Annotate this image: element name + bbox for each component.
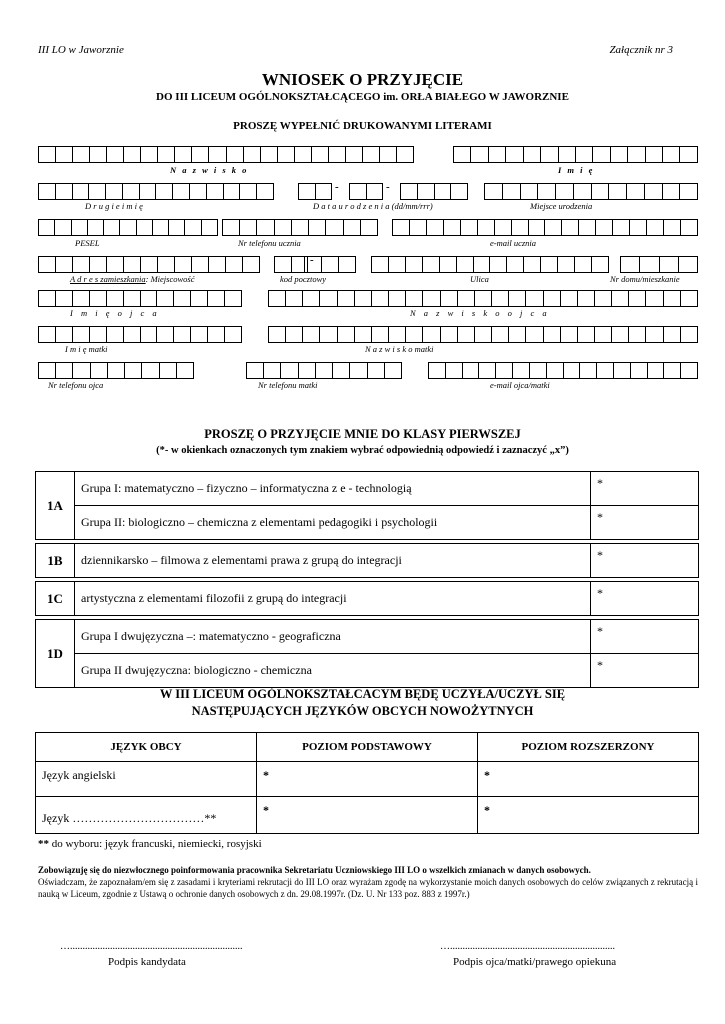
table-row [36, 582, 699, 616]
other-basic-box[interactable]: * [257, 797, 478, 834]
language-section-title-1: W III LICEUM OGÓLNOKSZTAŁCACYM BĘDĘ UCZYŁA/UCZYŁ SIĘ [159, 687, 566, 701]
dob-year-boxes[interactable] [400, 183, 468, 200]
house-number-boxes[interactable] [620, 256, 698, 273]
attachment-number: Załącznik nr 3 [609, 44, 673, 56]
declaration-bold: Zobowiązuję się do niezwłocznego poinformowania pracownika Sekretariatu Uczniowskiego III LO o wszelkich zmianach w danych osobowych. [38, 865, 591, 875]
class-code-1d: 1D [36, 620, 75, 688]
col-header-extended: POZIOM ROZSZERZONY [478, 733, 699, 762]
birthplace-boxes[interactable] [484, 183, 698, 200]
language-other: Język ……………………………** [36, 797, 257, 834]
student-email-label: e-mail ucznia [490, 238, 537, 248]
language-table [35, 732, 699, 834]
surname-boxes[interactable] [38, 146, 414, 163]
address-label: A d r e s zamieszkania: Miejscowość [70, 274, 195, 284]
table-row [36, 654, 699, 688]
postcode-b-boxes[interactable] [304, 256, 356, 273]
birthplace-label: Miejsce urodzenia [530, 201, 593, 211]
choice-box-1b[interactable]: * [591, 544, 699, 578]
father-surname-boxes[interactable] [268, 290, 698, 307]
father-name-label: I m i ę o j c a [70, 308, 160, 318]
choice-box-1c[interactable]: * [591, 582, 699, 616]
choice-box-1d-1[interactable]: * [591, 620, 699, 654]
mother-surname-boxes[interactable] [268, 326, 698, 343]
school-name: III LO w Jaworznie [38, 44, 124, 56]
declaration [38, 864, 698, 900]
secondname-label: D r u g i e i m i ę [85, 201, 143, 211]
mother-phone-label: Nr telefonu matki [258, 380, 318, 390]
class-option-1a-1: Grupa I: matematyczno – fizyczno – informatyczna z e - technologią [75, 472, 591, 506]
choice-box-1a-2[interactable]: * [591, 506, 699, 540]
parents-email-boxes[interactable] [428, 362, 698, 379]
candidate-signature-label: Podpis kandydata [108, 956, 186, 968]
father-phone-label: Nr telefonu ojca [48, 380, 104, 390]
student-phone-label: Nr telefonu ucznia [238, 238, 301, 248]
table-row [36, 472, 699, 506]
language-footnote: ** do wyboru: język francuski, niemiecki, rosyjski [38, 838, 262, 850]
surname-label: N a z w i s k o [170, 165, 249, 175]
firstname-label: I m i ę [558, 165, 595, 175]
col-header-basic: POZIOM PODSTAWOWY [257, 733, 478, 762]
class-code-1a: 1A [36, 472, 75, 540]
parent-signature-label: Podpis ojca/matki/prawego opiekuna [453, 956, 617, 968]
mother-name-label: I m i ę matki [65, 344, 108, 354]
class-option-1d-2: Grupa II dwujęzyczna: biologiczno - chemiczna [75, 654, 591, 688]
locality-boxes[interactable] [38, 256, 260, 273]
pesel-label: PESEL [75, 238, 100, 248]
class-option-1c: artystyczna z elementami filozofii z grupą do integracji [75, 582, 591, 616]
table-row [36, 762, 699, 797]
student-phone-boxes[interactable] [222, 219, 378, 236]
table-row [36, 620, 699, 654]
dob-dash-1: - [335, 181, 339, 193]
class-option-1a-2: Grupa II: biologiczno – chemiczna z elementami pedagogiki i psychologii [75, 506, 591, 540]
firstname-boxes[interactable] [453, 146, 698, 163]
mother-surname-label: N a z w i s k o matki [365, 344, 434, 354]
language-english: Język angielski [36, 762, 257, 797]
parents-email-label: e-mail ojca/matki [490, 380, 550, 390]
declaration-text: Oświadczam, że zapoznałam/em się z zasadami i kryteriami rekrutacji do III LO oraz wyrażam zgodę na wykorzystanie moich danych osobowych do celów związanych z rekrutacją i nauką w Liceum, zgodnie z Ustawą o ochronie danych osobowych z dn. 29.08.1997r. (Dz. U. Nr 133 poz. 883 z 1997r.) [38, 877, 698, 899]
form-title: WNIOSEK O PRZYJĘCIE [261, 70, 464, 89]
table-header-row [36, 733, 699, 762]
candidate-signature-line[interactable]: …..................................................................... [60, 941, 243, 952]
class-table [35, 471, 699, 688]
class-section-note: (*- w okienkach oznaczonych tym znakiem wybrać odpowiednią odpowiedź i zaznaczyć „x”) [156, 445, 569, 456]
language-section-title-2: NASTĘPUJĄCYCH JĘZYKÓW OBCYCH NOWOŻYTNYCH [191, 704, 534, 718]
parent-signature-line[interactable]: ….................................................................. [440, 941, 615, 952]
postcode-label: kod pocztowy [280, 274, 327, 284]
other-extended-box[interactable]: * [478, 797, 699, 834]
dob-dash-2: - [386, 181, 390, 193]
student-email-boxes[interactable] [392, 219, 698, 236]
class-option-1b: dziennikarsko – filmowa z elementami prawa z grupą do integracji [75, 544, 591, 578]
english-basic-box[interactable]: * [257, 762, 478, 797]
table-row [36, 506, 699, 540]
mother-name-boxes[interactable] [38, 326, 242, 343]
class-code-1b: 1B [36, 544, 75, 578]
english-extended-box[interactable]: * [478, 762, 699, 797]
form-subtitle: DO III LICEUM OGÓLNOKSZTAŁCĄCEGO im. ORŁA BIAŁEGO W JAWORZNIE [156, 91, 569, 103]
table-row [36, 544, 699, 578]
choice-box-1d-2[interactable]: * [591, 654, 699, 688]
postcode-dash: - [310, 254, 314, 266]
father-surname-label: N a z w i s k o o j c a [410, 308, 550, 318]
dob-day-boxes[interactable] [298, 183, 332, 200]
fill-instruction: PROSZĘ WYPEŁNIĆ DRUKOWANYMI LITERAMI [233, 120, 492, 132]
father-phone-boxes[interactable] [38, 362, 194, 379]
class-code-1c: 1C [36, 582, 75, 616]
class-option-1d-1: Grupa I dwujęzyczna –: matematyczno - geograficzna [75, 620, 591, 654]
col-header-language: JĘZYK OBCY [36, 733, 257, 762]
class-section-title: PROSZĘ O PRZYJĘCIE MNIE DO KLASY PIERWSZEJ [204, 427, 521, 441]
secondname-boxes[interactable] [38, 183, 274, 200]
choice-box-1a-1[interactable]: * [591, 472, 699, 506]
mother-phone-boxes[interactable] [246, 362, 402, 379]
table-row [36, 797, 699, 834]
street-boxes[interactable] [371, 256, 609, 273]
dob-label: D a t a u r o d z e n i a (dd/mm/rrr) [313, 201, 433, 211]
pesel-boxes[interactable] [38, 219, 218, 236]
street-label: Ulica [470, 274, 489, 284]
house-number-label: Nr domu/mieszkanie [610, 274, 680, 284]
father-name-boxes[interactable] [38, 290, 242, 307]
postcode-a-boxes[interactable] [274, 256, 308, 273]
dob-month-boxes[interactable] [349, 183, 383, 200]
